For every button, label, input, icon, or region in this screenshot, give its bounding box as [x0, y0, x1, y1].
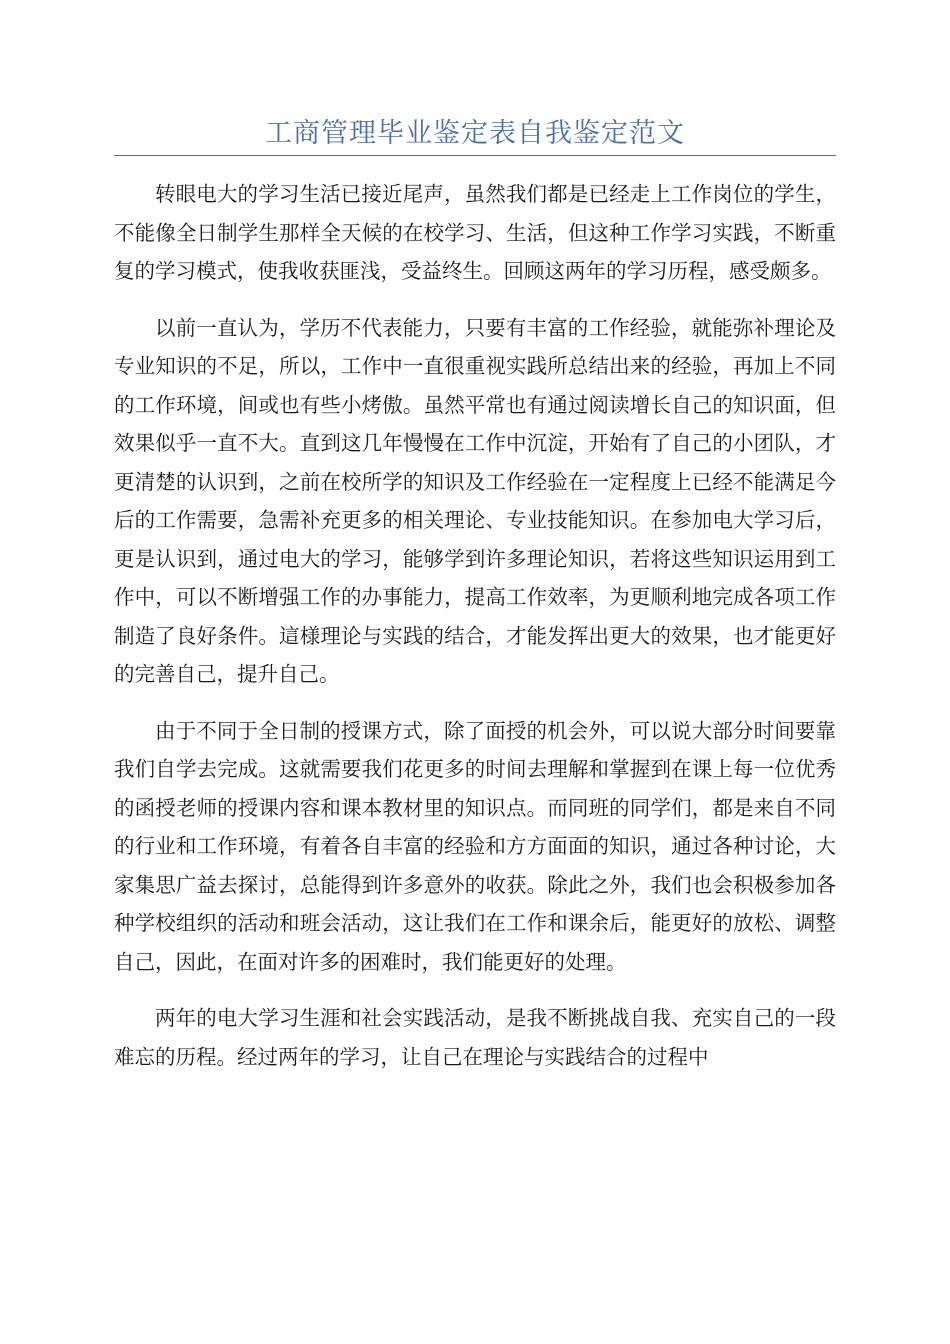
document-title: 工商管理毕业鉴定表自我鉴定范文 — [265, 118, 685, 149]
title-underline — [114, 155, 836, 156]
paragraph-4: 两年的电大学习生涯和社会实践活动，是我不断挑战自我、充实自己的一段难忘的历程。经过两年的学习，让自己在理论与实践结合的过程中 — [114, 1006, 836, 1069]
paragraph-2: 以前一直认为，学历不代表能力，只要有丰富的工作经验，就能弥补理论及专业知识的不足，所以，工作中一直很重视实践所总结出来的经验，再加上不同的工作环境，间或也有些小烤傲。虽然平常也有通过阅读增长自己的知识面，但效果似乎一直不大。直到这几年慢慢在工作中沉淀，开始有了自己的小团队，才更清楚的认识到，之前在校所学的知识及工作经验在一定程度上已经不能满足今后的工作需要，急需补充更多的相关理论、专业技能知识。在参加电大学习后，更是认识到，通过电大的学习，能够学到许多理论知识，若将这些知识运用到工作中，可以不断增强工作的办事能力，提高工作效率，为更顺利地完成各项工作制造了良好条件。這様理论与实践的结合，才能发挥出更大的效果，也才能更好的完善自己，提升自己。 — [114, 315, 836, 686]
document-body — [114, 175, 836, 1094]
paragraph-1: 转眼电大的学习生活已接近尾声，虽然我们都是已经走上工作岗位的学生，不能像全日制学生那样全天候的在校学习、生活，但这种工作学习实践，不断重复的学习模式，使我收获匪浅，受益终生。回顾这两年的学习历程，感受颇多。 — [114, 182, 836, 283]
paragraph-3: 由于不同于全日制的授课方式，除了面授的机会外，可以说大部分时间要靠我们自学去完成。这就需要我们花更多的时间去理解和掌握到在课上每一位优秀的函授老师的授课内容和课本教材里的知识点。而同班的同学们，都是来自不同的行业和工作环境，有着各自丰富的经验和方方面面的知识，通过各种讨论，大家集思广益去探讨，总能得到许多意外的收获。除此之外，我们也会积极参加各种学校组织的活动和班会活动，这让我们在工作和课余后，能更好的放松、调整自己，因此，在面对许多的困难时，我们能更好的处理。 — [114, 718, 836, 974]
